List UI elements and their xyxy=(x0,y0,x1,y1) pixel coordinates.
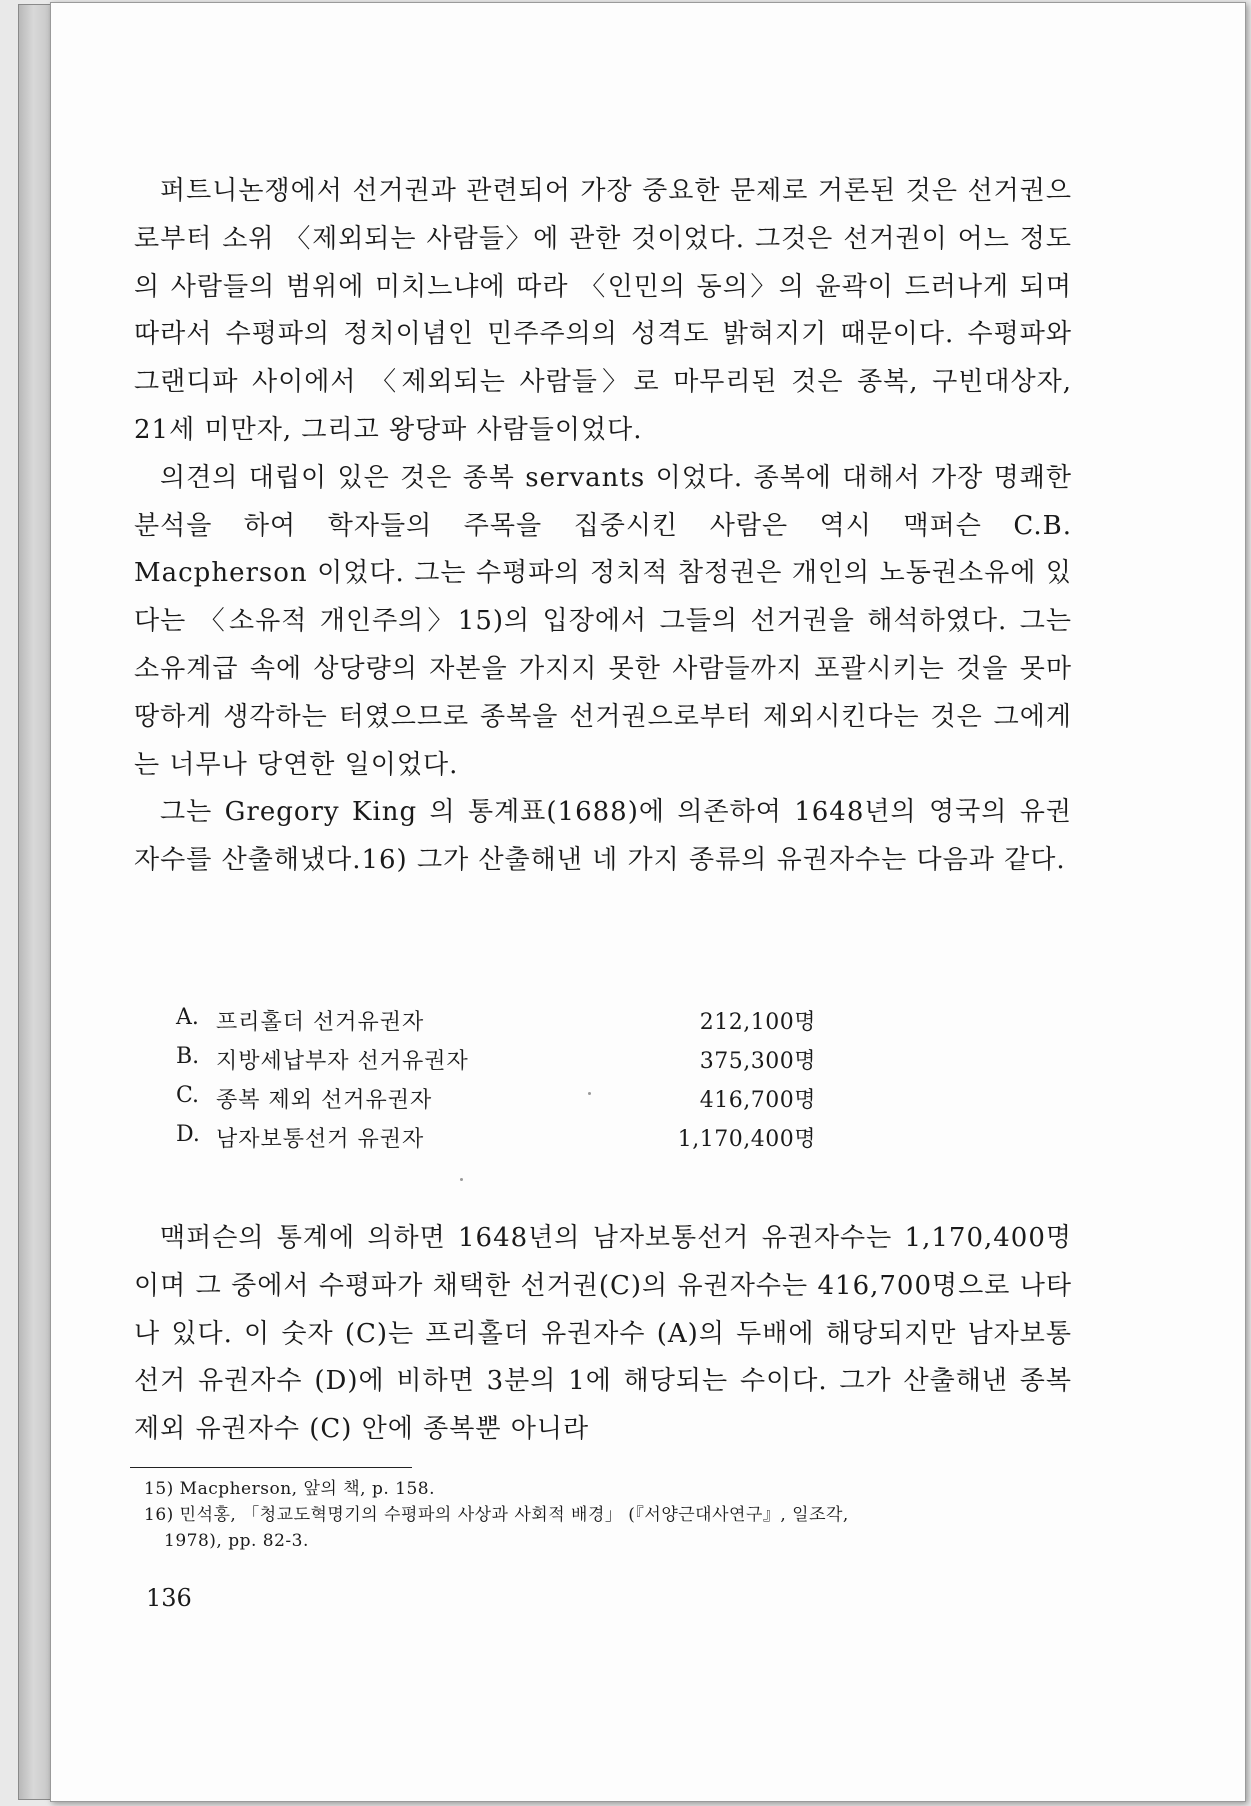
paper-speck xyxy=(588,1092,591,1095)
row-value: 375,300명 xyxy=(699,1049,816,1074)
footnote-divider xyxy=(130,1467,412,1468)
book-spine xyxy=(18,4,52,1800)
row-label: 남자보통선거 유권자 xyxy=(216,1127,425,1152)
footnote-16 xyxy=(144,1502,1074,1554)
row-value: 212,100명 xyxy=(699,1010,816,1035)
paragraph-1: 퍼트니논쟁에서 선거권과 관련되어 가장 중요한 문제로 거론된 것은 선거권으로부터 소위 〈제외되는 사람들〉에 관한 것이었다. 그것은 선거권이 어느 정도의 사람들의 범위에 미치느냐에 따라 〈인민의 동의〉의 윤곽이 드러나게 되며 따라서 수평파의 정치이념인 민주주의의 성격도 밝혀지기 때문이다. 수평파와 그랜디파 사이에서 〈제외되는 사람들〉로 마무리된 것은 종복, 구빈대상자, 21세 미만자, 그리고 왕당파 사람들이었다. xyxy=(134,176,1072,445)
table-row xyxy=(176,1122,816,1161)
row-label: 프리홀더 선거유권자 xyxy=(216,1010,425,1035)
row-value: 416,700명 xyxy=(699,1088,816,1113)
footnote-15: 15) Macpherson, 앞의 책, p. 158. xyxy=(144,1479,435,1499)
table-row xyxy=(176,1083,816,1122)
row-value: 1,170,400명 xyxy=(677,1127,816,1152)
footnote-16-line2: 1978), pp. 82-3. xyxy=(164,1531,309,1551)
row-label: 종복 제외 선거유권자 xyxy=(216,1088,433,1113)
page-number: 136 xyxy=(146,1584,192,1612)
row-letter: B. xyxy=(176,1044,200,1069)
body-text-top xyxy=(134,168,1072,885)
paragraph-3: 그는 Gregory King 의 통계표(1688)에 의존하여 1648년의 영국의 유권자수를 산출해냈다.16) 그가 산출해낸 네 가지 종류의 유권자수는 다음과 같다. xyxy=(134,797,1072,876)
row-letter: D. xyxy=(176,1122,200,1147)
row-letter: C. xyxy=(176,1083,200,1108)
row-label: 지방세납부자 선거유권자 xyxy=(216,1049,469,1074)
row-letter: A. xyxy=(176,1005,199,1030)
voter-count-table xyxy=(176,1005,816,1161)
footnotes xyxy=(144,1476,1074,1554)
footnote-16-line1: 16) 민석홍, 「청교도혁명기의 수평파의 사상과 사회적 배경」 (『서양근대사연구』, 일조각, xyxy=(144,1505,849,1525)
paragraph-2: 의견의 대립이 있은 것은 종복 servants 이었다. 종복에 대해서 가장 명쾌한 분석을 하여 학자들의 주목을 집중시킨 사람은 역시 맥퍼슨 C.B. Macpherson 이었다. 그는 수평파의 정치적 참정권은 개인의 노동권소유에 있다는 〈소유적 개인주의〉15)의 입장에서 그들의 선거권을 해석하였다. 그는 소유계급 속에 상당량의 자본을 가지지 못한 사람들까지 포괄시키는 것을 못마땅하게 생각하는 터였으므로 종복을 선거권으로부터 제외시킨다는 것은 그에게는 너무나 당연한 일이었다. xyxy=(134,462,1072,780)
body-text-bottom xyxy=(134,1215,1072,1454)
table-row xyxy=(176,1005,816,1044)
paragraph-4: 맥퍼슨의 통계에 의하면 1648년의 남자보통선거 유권자수는 1,170,400명이며 그 중에서 수평파가 채택한 선거권(C)의 유권자수는 416,700명으로 나타나 있다. 이 숫자 (C)는 프리홀더 유권자수 (A)의 두배에 해당되지만 남자보통선거 유권자수 (D)에 비하면 3분의 1에 해당되는 수이다. 그가 산출해낸 종복 제외 유권자수 (C) 안에 종복뿐 아니라 xyxy=(134,1223,1072,1445)
paper-speck xyxy=(460,1178,463,1181)
table-row xyxy=(176,1044,816,1083)
